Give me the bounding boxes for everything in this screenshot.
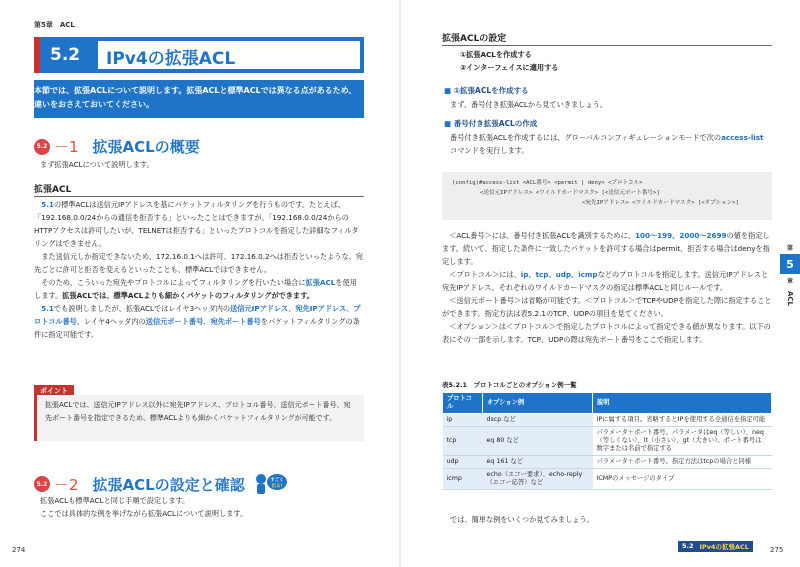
options-table bbox=[442, 392, 772, 490]
closing-text: では、簡単な例をいくつか見てみましょう。 bbox=[450, 515, 594, 524]
chapter-label: 第5章 ACL bbox=[34, 21, 75, 29]
paragraph-text: ＜ACL番号＞には、番号付き拡張ACLを識別するために、 bbox=[449, 231, 635, 240]
page-number: 274 bbox=[12, 546, 26, 554]
subheading: ■ 番号付き拡張ACLの作成 bbox=[444, 118, 537, 129]
lead-line: ここでは具体的な例を挙げながら拡張ACLについて説明します。 bbox=[40, 509, 248, 518]
subsection-lead bbox=[40, 494, 247, 520]
separator: 、 bbox=[203, 317, 211, 326]
settings-heading: 拡張ACLの設定 bbox=[442, 31, 772, 46]
paragraph-emphasis: 拡張ACLでは、標準ACLよりも細かくパケットのフィルタリングができます。 bbox=[62, 291, 314, 300]
table-row bbox=[443, 456, 772, 469]
paragraph-text: 、レイヤ4ヘッダ内の bbox=[76, 317, 146, 326]
subsection-lead: まず拡張ACLについて説明します。 bbox=[40, 160, 154, 169]
section-ref-link[interactable]: 5.1 bbox=[41, 200, 54, 209]
paragraph-text: の標準ACLは送信元IPアドレスを基にパケットフィルタリングを行うものです。たとえば、「192.168.0.0/24からの通信を拒否する」といったことはできますが、「192.168.0.0/24からのHTTPアクセスは許可したいが、TELNETは拒否する」といったプロトコルを指定した詳細なフィルタリングはできません。 bbox=[34, 200, 359, 248]
column-header: オプション例 bbox=[483, 393, 593, 414]
paragraph-text: 番号付き拡張ACLを作成するには、グローバルコンフィギュレーションモードで次の bbox=[450, 133, 722, 142]
paragraph bbox=[34, 276, 364, 302]
table-cell: eq 80 など bbox=[483, 427, 593, 456]
mascot-icon bbox=[253, 471, 287, 497]
intro-box: 本節では、拡張ACLについて説明します。拡張ACLと標準ACLでは異なる点があるため、違いをおさえておいてください。 bbox=[34, 80, 364, 118]
subsection-title: 拡張ACLの設定と確認 bbox=[92, 475, 245, 494]
paragraph-text: コマンドを実行します。 bbox=[450, 146, 529, 155]
subsection-badge: 5.2 bbox=[34, 476, 50, 492]
table-cell: パラメータ＋ポート番号。パラメータはeq（等しい）、neq（等しくない）、lt（小さい）、gt（大きい）。ポート番号は数字または名前で指定する bbox=[593, 427, 772, 456]
paragraph bbox=[34, 302, 364, 341]
section-title-bar bbox=[34, 37, 364, 73]
term-link[interactable]: 送信元IPアドレス bbox=[230, 304, 289, 313]
table-caption: 表5.2.1 プロトコルごとのオプション例一覧 bbox=[442, 381, 577, 389]
right-page bbox=[400, 0, 800, 567]
subsection-number: －2 bbox=[54, 475, 79, 494]
acl-heading: 拡張ACL bbox=[34, 182, 364, 197]
table-cell: tcp bbox=[443, 427, 483, 456]
paragraph-text: をパケットフィルタリングの条件に指定可能です。 bbox=[34, 317, 360, 339]
subheading-text bbox=[450, 131, 770, 157]
page-title: IPv4の拡張ACL bbox=[106, 49, 236, 69]
term-link[interactable]: プロトコル番号 bbox=[34, 304, 361, 326]
table-cell: icmp bbox=[443, 469, 483, 490]
side-chapter-number: 5 bbox=[780, 254, 800, 274]
mascot-text-1: すごく bbox=[269, 478, 284, 483]
subheading-text: まず、番号付き拡張ACLから見ていきましょう。 bbox=[450, 100, 607, 109]
paragraph-text: でも説明しましたが、拡張ACLではレイヤ3ヘッダ内の bbox=[53, 304, 231, 313]
table-cell: echo（エコー要求）、echo-reply（エコー応答）など bbox=[483, 469, 593, 490]
term-link[interactable]: 宛先ポート番号 bbox=[210, 317, 261, 326]
table-row bbox=[443, 469, 772, 490]
subheading: ■ ①拡張ACLを作成する bbox=[444, 85, 529, 96]
command-line: <送信元IPアドレス> <ワイルドカードマスク> [<送信元ポート番号>] bbox=[480, 190, 660, 196]
chapter-side-tab bbox=[780, 243, 800, 306]
term-link[interactable]: 送信元ポート番号 bbox=[145, 317, 204, 326]
table-row bbox=[443, 427, 772, 456]
section-number: 5.2 bbox=[50, 45, 81, 65]
section-title-box bbox=[98, 41, 360, 69]
range-link[interactable]: 100～199、2000～2699 bbox=[634, 231, 727, 240]
point-tag: ポイント bbox=[34, 385, 74, 397]
command-line: (config)#access-list <ACL番号> <permit | deny> <プロトコル> bbox=[452, 180, 643, 186]
footer-section-badge bbox=[678, 541, 753, 552]
paragraph: ＜オプション＞は＜プロトコル＞で指定したプロトコルによって指定できる値が異なります。以下の表にその一部を示します。TCP、UDPの際は宛先ポート番号をここで指定します。 bbox=[442, 322, 771, 344]
point-box: 拡張ACLでは、送信元IPアドレス以外に宛先IPアドレス、プロトコル番号、送信元ポート番号、宛先ポート番号を指定できるため、標準ACLよりも細かくパケットフィルタリングが可能です。 bbox=[34, 395, 364, 441]
section-ref-link[interactable]: 5.1 bbox=[41, 304, 54, 313]
lead-line: 拡張ACLも標準ACLと同じ手順で設定します。 bbox=[40, 496, 190, 505]
column-header: 説明 bbox=[593, 393, 772, 414]
step-item: ①拡張ACLを作成する bbox=[460, 50, 532, 59]
mascot-text-2: 出る! bbox=[271, 484, 283, 489]
subsection-number: －1 bbox=[54, 138, 79, 156]
table-cell: ip bbox=[443, 414, 483, 427]
table-cell: ICMPのメッセージのタイプ bbox=[593, 469, 772, 490]
step-item: ②インターフェイスに適用する bbox=[460, 63, 559, 72]
table-cell: パラメータ＋ポート番号。指定方法はtcpの場合と同様 bbox=[593, 456, 772, 469]
table-header-row bbox=[443, 393, 772, 414]
command-link[interactable]: access-list bbox=[721, 133, 764, 142]
right-body bbox=[442, 229, 772, 346]
acl-body bbox=[34, 198, 364, 341]
separator: 、 bbox=[288, 304, 296, 313]
table-cell: dscp など bbox=[483, 414, 593, 427]
table-cell: eq 161 など bbox=[483, 456, 593, 469]
separator: 、 bbox=[346, 304, 354, 313]
paragraph bbox=[442, 268, 772, 294]
subsection-badge: 5.2 bbox=[34, 139, 50, 155]
subsection-title: 拡張ACLの概要 bbox=[92, 138, 200, 156]
paragraph: ＜送信元ポート番号＞は省略が可能です。＜プロトコル＞でTCPやUDPを指定した際に指定することができます。指定方法は表5.2.1のTCP、UDPの項目を見てください。 bbox=[442, 296, 772, 318]
paragraph: また送信元しか指定できないため、172.16.0.1へは許可、172.16.0.2へは拒否といったような、宛先ごとに許可と拒否を変えるといったことも、標準ACLではできません。 bbox=[34, 252, 364, 274]
footer-section-title: IPv4の拡張ACL bbox=[699, 543, 749, 551]
paragraph bbox=[442, 229, 772, 268]
protocol-links[interactable]: ip、tcp、udp、icmp bbox=[520, 270, 598, 279]
paragraph bbox=[34, 198, 364, 250]
table-cell: IPに属する項目。省略するとIPを使用する全通信を指定可能 bbox=[593, 414, 772, 427]
paragraph-text: そのため、こういった宛先やプロトコルによってフィルタリングを行いたい場合に bbox=[41, 278, 306, 287]
paragraph-text: ＜プロトコル＞には、 bbox=[449, 270, 521, 279]
term-link[interactable]: 宛先IPアドレス bbox=[295, 304, 347, 313]
command-line: <宛先IPアドレス> <ワイルドカードマスク> [<オプション>] bbox=[582, 200, 739, 206]
side-chapter-title: ACL bbox=[786, 291, 794, 307]
side-chapter-label: 章 bbox=[786, 278, 793, 285]
column-header: プロトコル bbox=[443, 393, 483, 414]
paragraph-text: の値を指定します。続いて、指定した条件に一致したパケットを許可する場合はpermit、拒否する場合はdenyを指定します。 bbox=[442, 231, 770, 266]
footer-section-number: 5.2 bbox=[682, 542, 694, 550]
subsection-heading-1 bbox=[34, 136, 200, 157]
page-number: 275 bbox=[770, 546, 784, 554]
paragraph-text: を使用します。 bbox=[34, 278, 357, 300]
term-link[interactable]: 拡張ACL bbox=[305, 278, 336, 287]
table-row bbox=[443, 414, 772, 427]
table-cell: udp bbox=[443, 456, 483, 469]
steps-list bbox=[460, 48, 558, 74]
command-syntax-box bbox=[442, 172, 772, 220]
paragraph-text: などのプロトコルを指定します。送信元IPアドレスと宛先IPアドレス、それぞれのワイルドカードマスクの指定は標準ACLと同じルールです。 bbox=[442, 270, 769, 292]
side-chapter-label: 第 bbox=[786, 245, 793, 252]
